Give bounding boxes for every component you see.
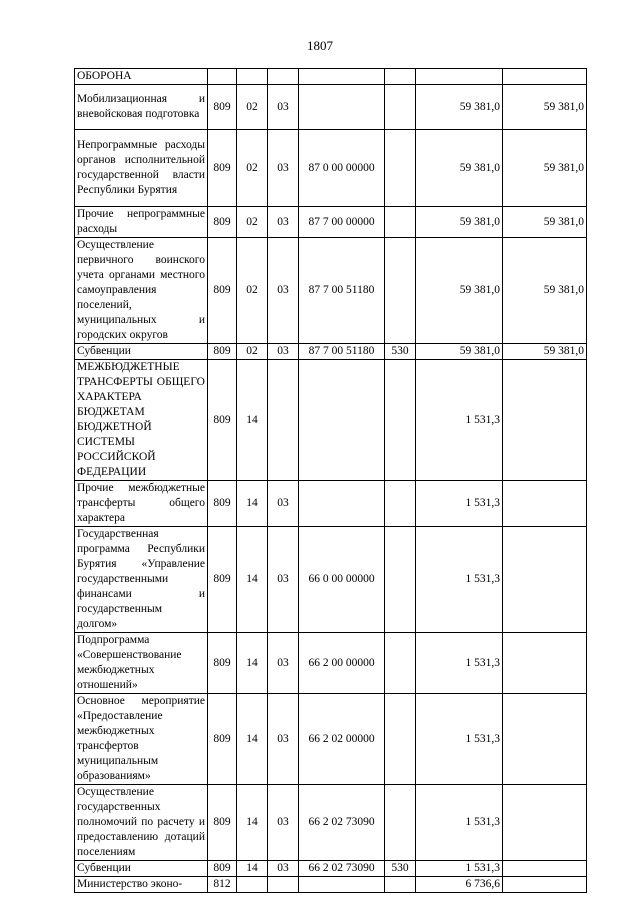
subsection-code: 03 xyxy=(268,861,299,877)
target-code xyxy=(299,481,385,527)
sum-year-1: 1 531,3 xyxy=(416,785,503,861)
subsection-code: 03 xyxy=(268,130,299,207)
table-row xyxy=(75,360,587,481)
sum-year-2: 59 381,0 xyxy=(503,85,587,130)
sum-year-2 xyxy=(503,69,587,85)
row-name: Государственная программа Республики Бурятия «Управление государственными финансами и государственным долгом» xyxy=(75,527,208,633)
ministry-code: 812 xyxy=(208,877,237,893)
ministry-code: 809 xyxy=(208,207,237,238)
expense-type xyxy=(385,527,416,633)
section-code: 02 xyxy=(237,130,268,207)
sum-year-1: 6 736,6 xyxy=(416,877,503,893)
sum-year-1: 1 531,3 xyxy=(416,633,503,694)
ministry-code: 809 xyxy=(208,861,237,877)
sum-year-2 xyxy=(503,861,587,877)
ministry-code: 809 xyxy=(208,633,237,694)
subsection-code xyxy=(268,69,299,85)
ministry-code xyxy=(208,69,237,85)
sum-year-1: 59 381,0 xyxy=(416,85,503,130)
sum-year-2: 59 381,0 xyxy=(503,130,587,207)
sum-year-2: 59 381,0 xyxy=(503,207,587,238)
target-code: 66 2 00 00000 xyxy=(299,633,385,694)
table-row xyxy=(75,877,587,893)
table-row xyxy=(75,85,587,130)
section-code: 14 xyxy=(237,694,268,785)
table-row xyxy=(75,527,587,633)
section-code: 02 xyxy=(237,238,268,344)
expense-type xyxy=(385,877,416,893)
table-row xyxy=(75,633,587,694)
sum-year-2 xyxy=(503,360,587,481)
row-name: Прочие непрограммные расходы xyxy=(75,207,208,238)
sum-year-1: 1 531,3 xyxy=(416,861,503,877)
sum-year-1: 59 381,0 xyxy=(416,207,503,238)
sum-year-1: 1 531,3 xyxy=(416,527,503,633)
sum-year-1: 59 381,0 xyxy=(416,130,503,207)
row-name: Основное мероприятие «Предоставление межбюджетных трансфертов муниципальным образованиям» xyxy=(75,694,208,785)
subsection-code: 03 xyxy=(268,238,299,344)
ministry-code: 809 xyxy=(208,694,237,785)
target-code: 87 0 00 00000 xyxy=(299,130,385,207)
expense-type xyxy=(385,481,416,527)
table-row xyxy=(75,207,587,238)
expense-type xyxy=(385,360,416,481)
row-name: МЕЖБЮДЖЕТНЫЕ ТРАНСФЕРТЫ ОБЩЕГО ХАРАКТЕРА БЮДЖЕТАМ БЮДЖЕТНОЙ СИСТЕМЫ РОССИЙСКОЙ ФЕДЕРАЦИИ xyxy=(75,360,208,481)
row-name: Осуществление первичного воинского учета органами местного самоуправления поселений, муниципальных и городских округов xyxy=(75,238,208,344)
target-code: 66 2 02 00000 xyxy=(299,694,385,785)
expense-type xyxy=(385,785,416,861)
table-row xyxy=(75,481,587,527)
page-number: 1807 xyxy=(307,38,333,53)
section-code: 14 xyxy=(237,633,268,694)
subsection-code: 03 xyxy=(268,694,299,785)
expense-type xyxy=(385,85,416,130)
sum-year-1: 1 531,3 xyxy=(416,481,503,527)
target-code xyxy=(299,360,385,481)
ministry-code: 809 xyxy=(208,785,237,861)
sum-year-2: 59 381,0 xyxy=(503,344,587,360)
expense-type xyxy=(385,69,416,85)
ministry-code: 809 xyxy=(208,85,237,130)
subsection-code xyxy=(268,877,299,893)
ministry-code: 809 xyxy=(208,130,237,207)
ministry-code: 809 xyxy=(208,360,237,481)
row-name: Прочие межбюджетные трансферты общего характера xyxy=(75,481,208,527)
sum-year-1: 59 381,0 xyxy=(416,344,503,360)
budget-table xyxy=(74,68,587,893)
row-name: Подпрограмма «Совершенствование межбюджетных отношений» xyxy=(75,633,208,694)
target-code xyxy=(299,85,385,130)
expense-type xyxy=(385,633,416,694)
target-code: 66 2 02 73090 xyxy=(299,861,385,877)
subsection-code: 03 xyxy=(268,344,299,360)
subsection-code: 03 xyxy=(268,527,299,633)
row-name: Непрограммные расходы органов исполнительной государственной власти Республики Бурятия xyxy=(75,130,208,207)
row-name: Мобилизационная и вневойсковая подготовка xyxy=(75,85,208,130)
section-code: 14 xyxy=(237,527,268,633)
row-name: Субвенции xyxy=(75,344,208,360)
sum-year-2: 59 381,0 xyxy=(503,238,587,344)
sum-year-2 xyxy=(503,785,587,861)
table-row xyxy=(75,861,587,877)
expense-type xyxy=(385,694,416,785)
sum-year-2 xyxy=(503,694,587,785)
row-name: Министерство эконо- xyxy=(75,877,208,893)
sum-year-1 xyxy=(416,69,503,85)
table-row xyxy=(75,238,587,344)
ministry-code: 809 xyxy=(208,344,237,360)
subsection-code: 03 xyxy=(268,85,299,130)
section-code: 14 xyxy=(237,360,268,481)
target-code: 87 7 00 00000 xyxy=(299,207,385,238)
target-code xyxy=(299,69,385,85)
table-row xyxy=(75,694,587,785)
expense-type xyxy=(385,207,416,238)
table-row xyxy=(75,69,587,85)
sum-year-2 xyxy=(503,527,587,633)
sum-year-1: 1 531,3 xyxy=(416,694,503,785)
row-name: Субвенции xyxy=(75,861,208,877)
row-name: ОБОРОНА xyxy=(75,69,208,85)
section-code xyxy=(237,877,268,893)
target-code: 66 2 02 73090 xyxy=(299,785,385,861)
subsection-code: 03 xyxy=(268,207,299,238)
sum-year-1: 59 381,0 xyxy=(416,238,503,344)
sum-year-1: 1 531,3 xyxy=(416,360,503,481)
target-code: 66 0 00 00000 xyxy=(299,527,385,633)
expense-type: 530 xyxy=(385,344,416,360)
section-code: 14 xyxy=(237,785,268,861)
subsection-code: 03 xyxy=(268,633,299,694)
table-row xyxy=(75,344,587,360)
sum-year-2 xyxy=(503,481,587,527)
sum-year-2 xyxy=(503,633,587,694)
section-code: 14 xyxy=(237,861,268,877)
expense-type xyxy=(385,130,416,207)
expense-type xyxy=(385,238,416,344)
section-code: 14 xyxy=(237,481,268,527)
section-code xyxy=(237,69,268,85)
table-row xyxy=(75,785,587,861)
subsection-code: 03 xyxy=(268,785,299,861)
subsection-code: 03 xyxy=(268,481,299,527)
expense-type: 530 xyxy=(385,861,416,877)
ministry-code: 809 xyxy=(208,238,237,344)
section-code: 02 xyxy=(237,344,268,360)
ministry-code: 809 xyxy=(208,481,237,527)
row-name: Осуществление государственных полномочий по расчету и предоставлению дотаций поселениям xyxy=(75,785,208,861)
target-code xyxy=(299,877,385,893)
subsection-code xyxy=(268,360,299,481)
target-code: 87 7 00 51180 xyxy=(299,238,385,344)
table-row xyxy=(75,130,587,207)
ministry-code: 809 xyxy=(208,527,237,633)
sum-year-2 xyxy=(503,877,587,893)
section-code: 02 xyxy=(237,85,268,130)
target-code: 87 7 00 51180 xyxy=(299,344,385,360)
section-code: 02 xyxy=(237,207,268,238)
